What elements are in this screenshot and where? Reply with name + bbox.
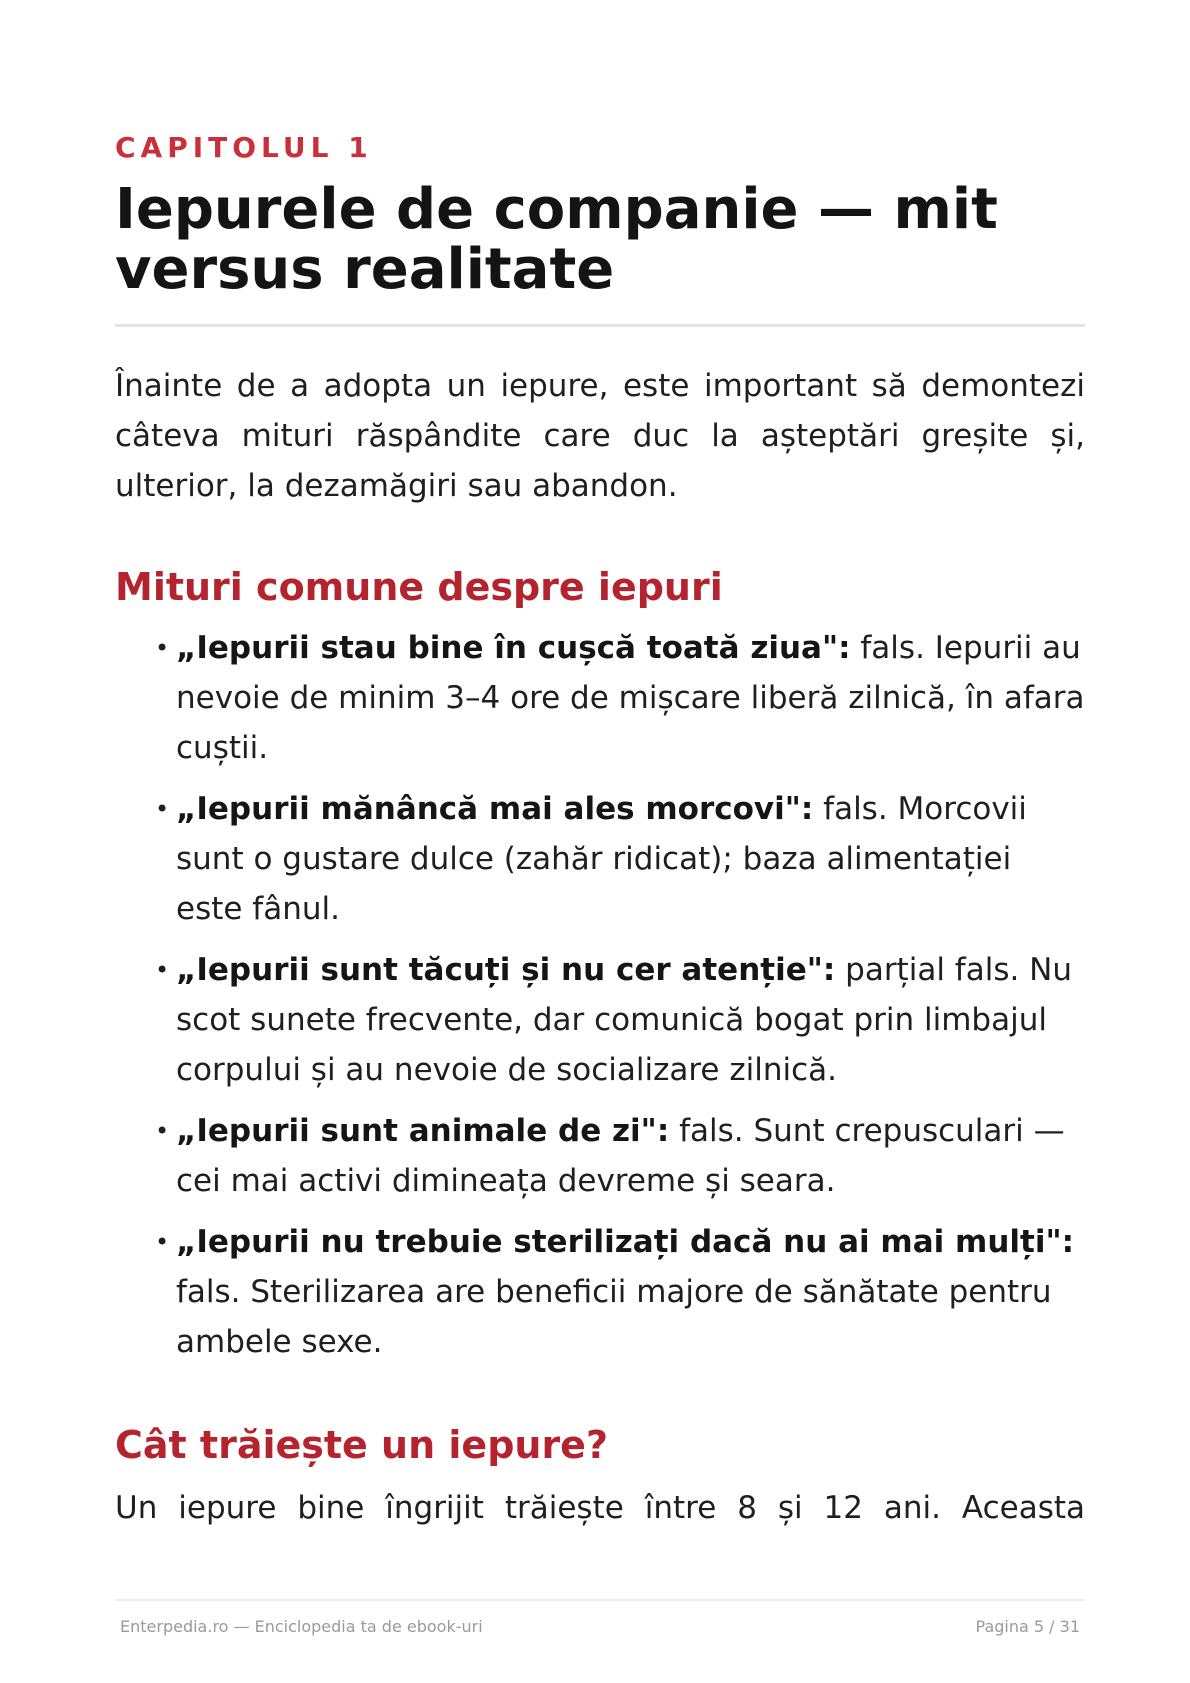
myth-claim: „Iepurii nu trebuie sterilizați dacă nu ai mai mulți": [176, 1224, 1075, 1260]
lifespan-paragraph: Un iepure bine îngrijit trăiește între 8 și 12 ani. Aceasta [115, 1490, 1085, 1526]
myth-explanation: parțial fals. Nu scot sunete frecvente, dar comunică bogat prin limbajul corpului și au nevoie de socializare zilnică. [176, 952, 1073, 1088]
myth-explanation: fals. Sterilizarea are beneficii majore de sănătate pentru ambele sexe. [176, 1274, 1052, 1360]
myth-explanation: fals. Morcovii sunt o gustare dulce (zahăr ridicat); baza alimentației este fânul. [176, 791, 1027, 927]
myth-explanation: fals. Iepurii au nevoie de minim 3–4 ore de mișcare liberă zilnică, în afara cuștii. [176, 630, 1085, 766]
bullet-icon: • [155, 634, 170, 662]
page-number: Pagina 5 / 31 [975, 1617, 1080, 1636]
myths-heading: Mituri comune despre iepuri [115, 565, 723, 609]
list-item [155, 1106, 1085, 1206]
bullet-icon: • [155, 795, 170, 823]
bullet-icon: • [155, 1228, 170, 1256]
myth-claim: „Iepurii mănâncă mai ales morcovi": [176, 791, 814, 827]
bullet-icon: • [155, 1117, 170, 1145]
list-item [155, 1217, 1085, 1367]
bullet-icon: • [155, 956, 170, 984]
myth-claim: „Iepurii sunt animale de zi": [176, 1113, 670, 1149]
myth-claim: „Iepurii sunt tăcuți și nu cer atenție": [176, 952, 836, 988]
lifespan-heading: Cât trăiește un iepure? [115, 1423, 608, 1467]
page-content [115, 128, 1085, 1533]
title-divider [115, 324, 1085, 327]
myth-list [115, 623, 1085, 1367]
page-footer [115, 1599, 1085, 1636]
myth-claim: „Iepurii stau bine în cușcă toată ziua": [176, 630, 851, 666]
list-item [155, 945, 1085, 1095]
list-item [155, 784, 1085, 934]
chapter-title: Iepurele de companie — mit versus realitate [115, 177, 998, 302]
footer-site-name: Enterpedia.ro — Enciclopedia ta de ebook-uri [120, 1617, 483, 1636]
list-item [155, 623, 1085, 773]
chapter-label: CAPITOLUL 1 [115, 131, 373, 164]
intro-paragraph: Înainte de a adopta un iepure, este important să demontezi câteva mituri răspândite care duc la așteptări greșite și, ulterior, la dezamăgiri sau abandon. [115, 368, 1085, 504]
myth-explanation: fals. Sunt crepusculari — cei mai activi dimineața devreme și seara. [176, 1113, 1065, 1199]
